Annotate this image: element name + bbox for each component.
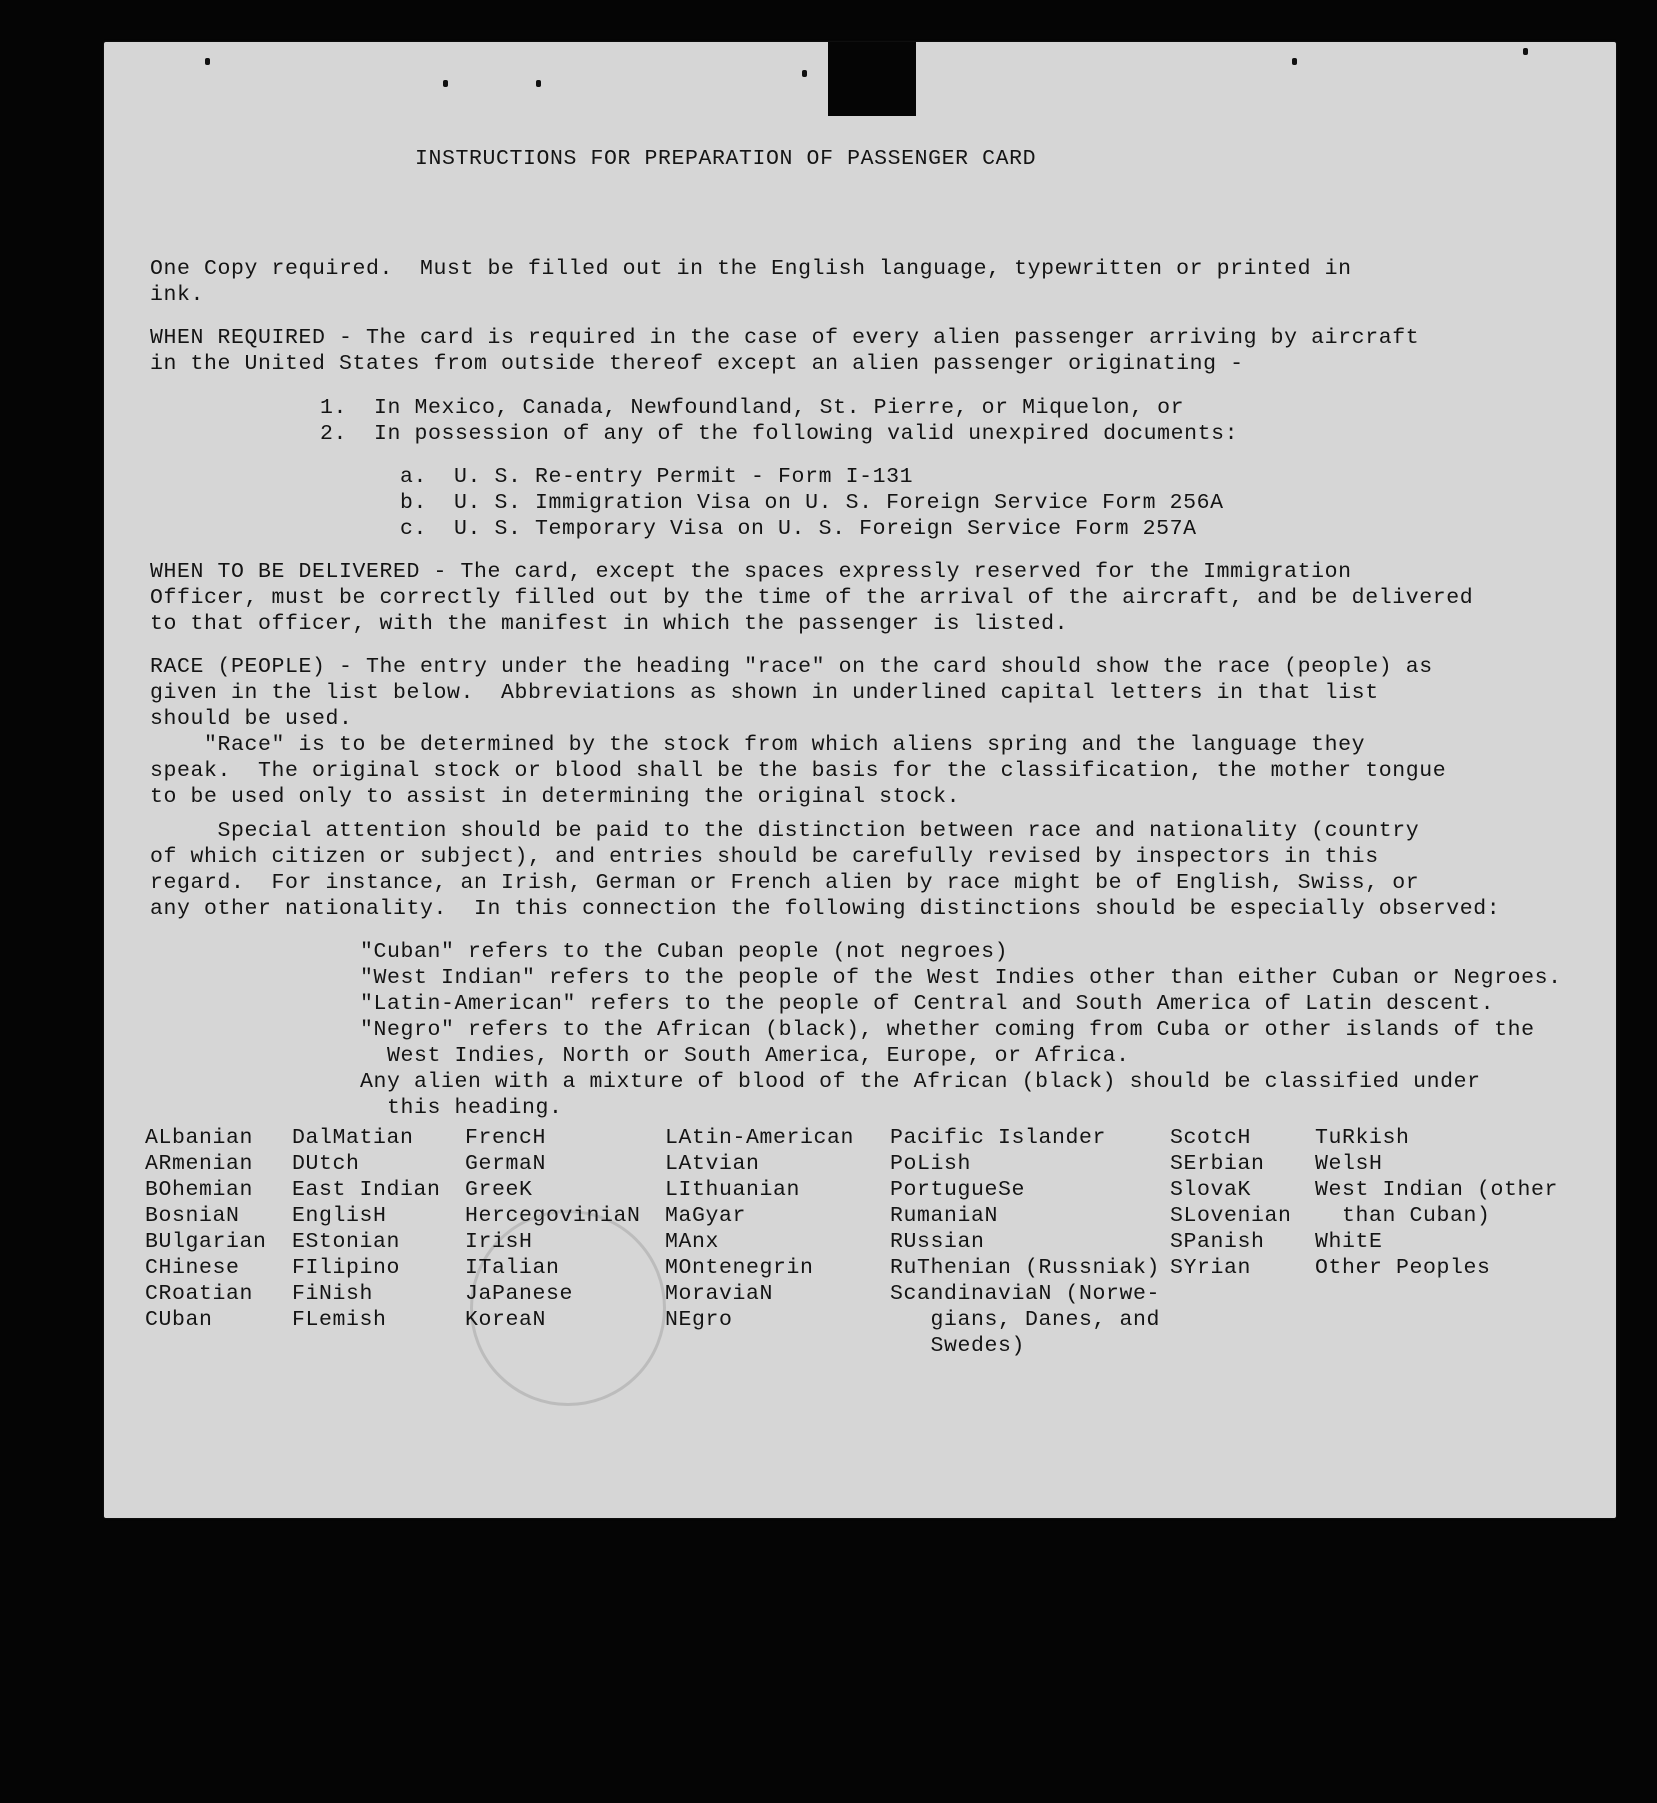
race-column: [1170, 1125, 1292, 1281]
race-entry: West Indian (other: [1315, 1178, 1559, 1202]
binding-tab: [828, 42, 916, 116]
race-entry: MAnx: [665, 1230, 720, 1254]
race-column: [465, 1125, 641, 1333]
race-entry: ScotcH: [1170, 1126, 1252, 1150]
race-entry: FiNish: [292, 1282, 374, 1306]
text-line: any other nationality. In this connection the following distinctions should be especially observed:: [150, 897, 1501, 921]
punch-mark: [802, 70, 807, 77]
race-entry: MOntenegrin: [665, 1256, 814, 1280]
race-entry: CHinese: [145, 1256, 240, 1280]
race-entry: East Indian: [292, 1178, 441, 1202]
race-entry: IrisH: [465, 1230, 533, 1254]
race-entry: RumaniaN: [890, 1204, 999, 1228]
race-entry: SLovenian: [1170, 1204, 1292, 1228]
race-entry: PoLish: [890, 1152, 972, 1176]
race-entry: NEgro: [665, 1308, 733, 1332]
race-entry: MoraviaN: [665, 1282, 774, 1306]
text-line: regard. For instance, an Irish, German or French alien by race might be of English, Swiss, or: [150, 871, 1420, 895]
list-item: b. U. S. Immigration Visa on U. S. Foreign Service Form 256A: [400, 491, 1224, 515]
text-line: WHEN REQUIRED - The card is required in the case of every alien passenger arriving by aircraft: [150, 326, 1420, 350]
race-column: [292, 1125, 441, 1333]
race-entry: SPanish: [1170, 1230, 1265, 1254]
race-entry: Pacific Islander: [890, 1126, 1107, 1150]
list-item: c. U. S. Temporary Visa on U. S. Foreign Service Form 257A: [400, 517, 1197, 541]
text-line: Officer, must be correctly filled out by the time of the arrival of the aircraft, and be delivered: [150, 586, 1474, 610]
punch-mark: [1292, 58, 1297, 65]
race-entry: ITalian: [465, 1256, 560, 1280]
race-entry: Swedes): [890, 1334, 1026, 1358]
list-item: a. U. S. Re-entry Permit - Form I-131: [400, 465, 914, 489]
race-entry: SYrian: [1170, 1256, 1252, 1280]
page-title: INSTRUCTIONS FOR PREPARATION OF PASSENGER CARD: [415, 147, 1037, 171]
list-item: 2. In possession of any of the following valid unexpired documents:: [320, 422, 1239, 446]
race-entry: TuRkish: [1315, 1126, 1410, 1150]
race-entry: BUlgarian: [145, 1230, 267, 1254]
race-entry: DUtch: [292, 1152, 360, 1176]
race-entry: JaPanese: [465, 1282, 574, 1306]
race-entry: BosniaN: [145, 1204, 240, 1228]
race-column: [145, 1125, 267, 1333]
race-entry: GreeK: [465, 1178, 533, 1202]
race-column: [665, 1125, 854, 1333]
race-entry: EStonian: [292, 1230, 401, 1254]
race-entry: LAtvian: [665, 1152, 760, 1176]
text-line: to that officer, with the manifest in which the passenger is listed.: [150, 612, 1069, 636]
race-entry: GermaN: [465, 1152, 547, 1176]
race-entry: RuThenian (Russniak): [890, 1256, 1161, 1280]
race-entry: FIlipino: [292, 1256, 401, 1280]
race-entry: SlovaK: [1170, 1178, 1252, 1202]
race-entry: Other Peoples: [1315, 1256, 1491, 1280]
race-entry: FrencH: [465, 1126, 547, 1150]
text-line: to be used only to assist in determining the original stock.: [150, 785, 961, 809]
race-entry: PortugueSe: [890, 1178, 1026, 1202]
race-entry: ALbanian: [145, 1126, 254, 1150]
text-line: in the United States from outside thereof except an alien passenger originating -: [150, 352, 1244, 376]
text-line: RACE (PEOPLE) - The entry under the heading "race" on the card should show the race (people) as: [150, 655, 1433, 679]
punch-mark: [1523, 48, 1528, 55]
list-item: 1. In Mexico, Canada, Newfoundland, St. Pierre, or Miquelon, or: [320, 396, 1185, 420]
race-entry: LAtin-American: [665, 1126, 855, 1150]
race-entry: MaGyar: [665, 1204, 747, 1228]
text-line: WHEN TO BE DELIVERED - The card, except the spaces expressly reserved for the Immigration: [150, 560, 1352, 584]
race-column: [1315, 1125, 1558, 1281]
definition-line: West Indies, North or South America, Europe, or Africa.: [360, 1044, 1130, 1068]
definition-line: "Cuban" refers to the Cuban people (not negroes): [360, 940, 1009, 964]
race-entry: WelsH: [1315, 1152, 1383, 1176]
text-line: speak. The original stock or blood shall be the basis for the classification, the mother tongue: [150, 759, 1447, 783]
race-entry: KoreaN: [465, 1308, 547, 1332]
race-entry: EnglisH: [292, 1204, 387, 1228]
race-entry: gians, Danes, and: [890, 1308, 1161, 1332]
text-line: Special attention should be paid to the distinction between race and nationality (country: [150, 819, 1420, 843]
definition-line: "Latin-American" refers to the people of Central and South America of Latin descent.: [360, 992, 1495, 1016]
race-entry: CRoatian: [145, 1282, 254, 1306]
race-entry: FLemish: [292, 1308, 387, 1332]
definition-line: this heading.: [360, 1096, 563, 1120]
race-entry: ScandinaviaN (Norwe-: [890, 1282, 1161, 1306]
definition-line: "Negro" refers to the African (black), whether coming from Cuba or other islands of the: [360, 1018, 1535, 1042]
definition-line: Any alien with a mixture of blood of the African (black) should be classified under: [360, 1070, 1481, 1094]
race-entry: RUssian: [890, 1230, 985, 1254]
race-entry: LIthuanian: [665, 1178, 801, 1202]
race-entry: CUban: [145, 1308, 213, 1332]
text-line: should be used.: [150, 707, 353, 731]
text-line: ink.: [150, 283, 205, 307]
punch-mark: [205, 58, 210, 65]
race-entry: HercegoviniaN: [465, 1204, 641, 1228]
race-entry: SErbian: [1170, 1152, 1265, 1176]
text-line: of which citizen or subject), and entries should be carefully revised by inspectors in this: [150, 845, 1379, 869]
race-entry: than Cuban): [1315, 1204, 1491, 1228]
text-line: "Race" is to be determined by the stock from which aliens spring and the language they: [150, 733, 1366, 757]
punch-mark: [443, 80, 448, 87]
text-line: given in the list below. Abbreviations as shown in underlined capital letters in that list: [150, 681, 1379, 705]
race-entry: WhitE: [1315, 1230, 1383, 1254]
text-line: One Copy required. Must be filled out in the English language, typewritten or printed in: [150, 257, 1352, 281]
race-column: [890, 1125, 1160, 1359]
race-entry: ARmenian: [145, 1152, 254, 1176]
race-entry: BOhemian: [145, 1178, 254, 1202]
punch-mark: [536, 80, 541, 87]
definition-line: "West Indian" refers to the people of the West Indies other than either Cuban or Negroes.: [360, 966, 1562, 990]
race-entry: DalMatian: [292, 1126, 414, 1150]
